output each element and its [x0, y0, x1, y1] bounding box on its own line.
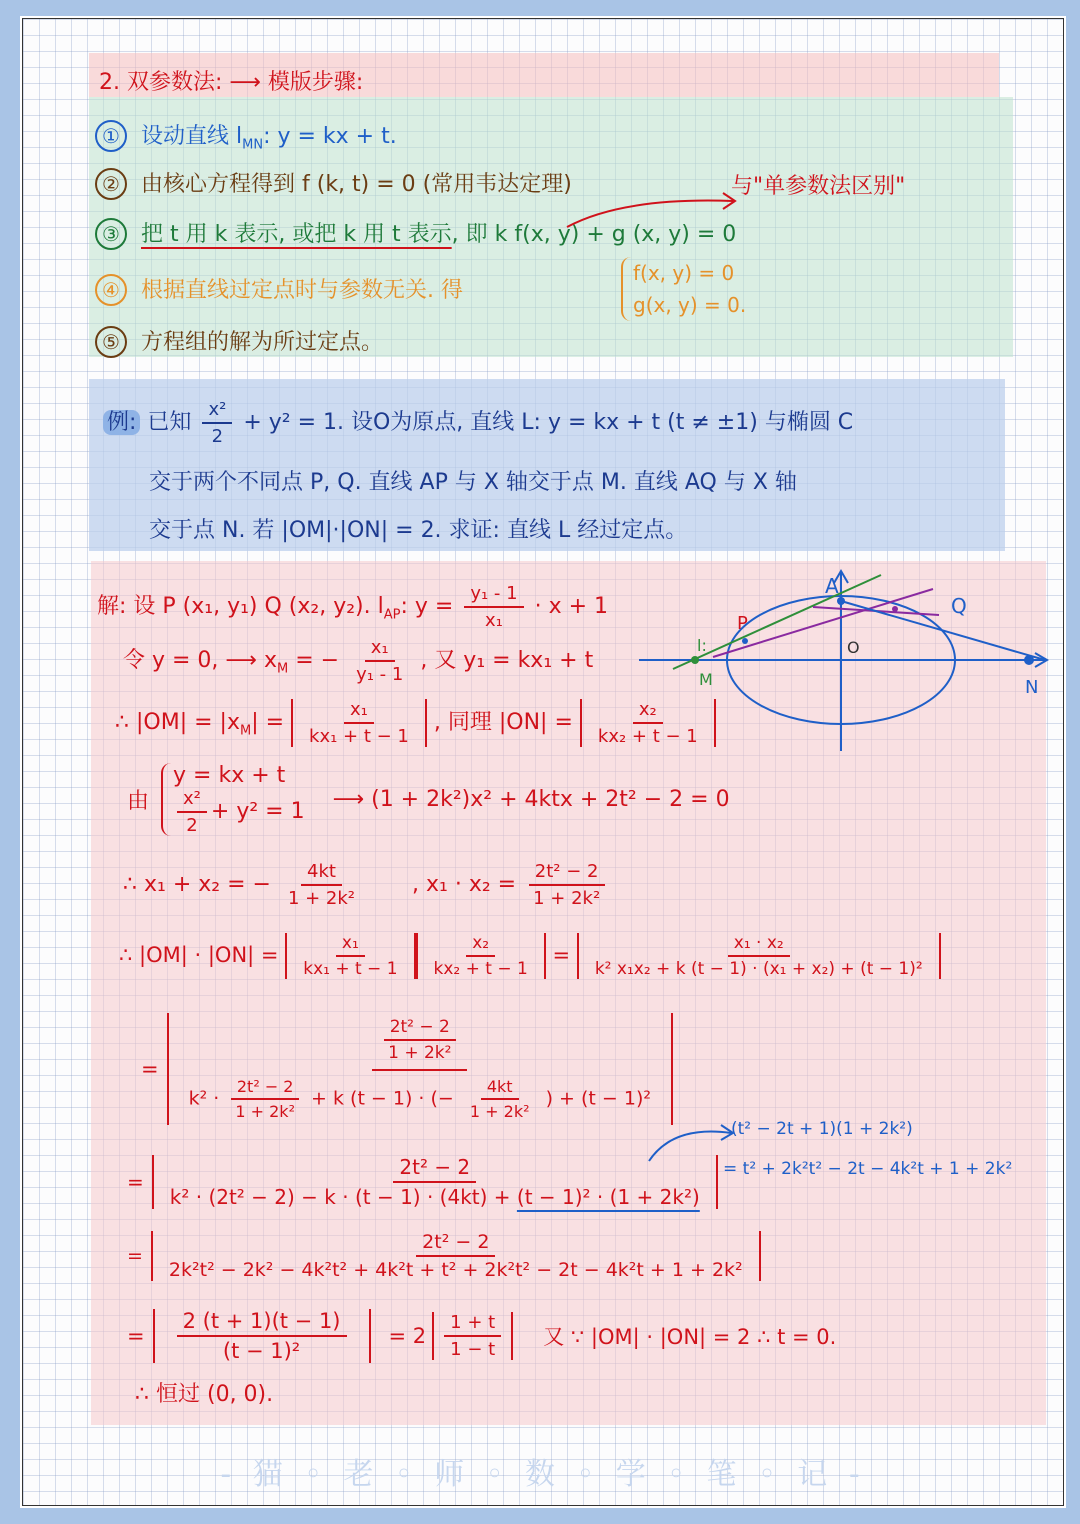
label-l: l: [697, 636, 707, 655]
label-q: Q [951, 594, 967, 618]
solution-line-8: = $\frac{\text{2t² − 2}}{\text{k² · (2t² − 2) − k · (t − 1) · (4kt) + (t − 1)² · (1 + 2k²)}}$ [127, 1155, 718, 1209]
step-4: ④ 根据直线过定点时与参数无关. 得 [95, 273, 463, 306]
line-an [841, 601, 1045, 660]
label-m: M [699, 670, 713, 689]
point-p [742, 638, 748, 644]
solution-line-2: 令 y = 0, ⟶ $x_M$ = − $\frac{\text{x₁}}{\text{y₁ - 1}}$ , 又 y₁ = kx₁ + t [123, 637, 594, 685]
step-4-number: ④ [95, 274, 127, 306]
step-5: ⑤ 方程组的解为所过定点。 [95, 325, 383, 358]
point-a [837, 597, 845, 605]
step-1: ① 设动直线 $l_{MN}$: y = kx + t. [95, 119, 397, 152]
solution-line-3: ∴ $|OM| = |x_M|$ = $\frac{\text{x₁}}{\text{kx₁ + t − 1}}$ , 同理 |ON| = $\frac{\text{x₂}}{\text{kx₂ + t − 1}}$ [115, 699, 716, 747]
point-m [691, 656, 699, 664]
step-3: ③ 把 t 用 k 表示, 或把 k 用 t 表示, 即 k f(x, y) + g (x, y) = 0 [95, 217, 736, 250]
step-5-number: ⑤ [95, 326, 127, 358]
label-n: N [1025, 677, 1039, 698]
expansion-note-top: (t² − 2t + 1)(1 + 2k²) [731, 1119, 913, 1139]
example-label: 例: [103, 410, 140, 435]
label-o: O [847, 638, 860, 657]
step-4-system: f(x, y) = 0 g(x, y) = 0. [621, 257, 746, 321]
example-line-2: 交于两个不同点 P, Q. 直线 AP 与 X 轴交于点 M. 直线 AQ 与 X 轴 [149, 470, 797, 495]
solution-line-1: 解: 设 P (x₁, y₁) Q (x₂, y₂). $l_{AP}$: y = $\frac{\text{y₁ - 1}}{\text{x₁}}$ · x + 1 [97, 583, 609, 631]
solution-line-10: = $\frac{2 (t + 1)(t - 1)}{\text{(t − 1)²}}$ = 2 $\frac{1 + t}{1 - t}$ 又 ∵ |OM| · |ON| = 2 ∴ t = 0. [127, 1309, 837, 1363]
ellipse-fraction: $\frac{\text{x²}}{2}$ [202, 399, 232, 447]
footer-watermark: - 猫 ◦ 老 ◦ 师 ◦ 数 ◦ 学 ◦ 笔 ◦ 记 - [220, 1457, 866, 1492]
step-2-arrow-icon [563, 187, 743, 231]
section-header: 2. 双参数法: ⟶ 模版步骤: [99, 70, 364, 95]
point-q [892, 606, 898, 612]
solution-line-5: ∴ x₁ + x₂ = − $\frac{4kt}{\text{1 + 2k²}}$ , x₁ · x₂ = $\frac{\text{2t² − 2}}{\text{1 + 2k²}}$ [123, 861, 610, 909]
expansion-note: = t² + 2k²t² − 2t − 4k²t + 1 + 2k² [723, 1159, 1013, 1179]
example-line-3: 交于点 N. 若 |OM|·|ON| = 2. 求证: 直线 L 经过定点。 [149, 518, 688, 543]
solution-line-9: = 2t² − 2 2k²t² − 2k² − 4k²t² + 4k²t + t² + 2k²t² − 2t − 4k²t + 1 + 2k² [127, 1231, 761, 1281]
step-1-number: ① [95, 120, 127, 152]
step-3-number: ③ [95, 218, 127, 250]
ellipse-diagram [633, 565, 1053, 761]
notebook-page [22, 18, 1064, 1506]
label-p: P [737, 613, 748, 634]
label-a: A [825, 574, 839, 598]
solution-line-6: ∴ |OM| · |ON| = $\frac{\text{x₁}}{\text{kx₁ + t − 1}}$ $\frac{\text{x₂}}{\text{kx₂ + t − 1}}$ = $\frac{\text{x₁ · x₂}}{\text{k² x₁x₂ + k (t − 1) · (x₁ + x₂) + (t − 1)²}}$ [119, 933, 941, 979]
step-2-number: ② [95, 168, 127, 200]
example-line-1: 例: 已知 $\frac{\text{x²}}{2}$ + y² = 1. 设O为原点, 直线 L: y = kx + t (t ≠ ±1) 与椭圆 C [103, 399, 853, 447]
solution-conclusion: ∴ 恒过 (0, 0). [135, 1382, 274, 1407]
point-n [1024, 655, 1034, 665]
solution-line-7: = $\frac{\text{2t² − 2}}{\text{1 + 2k²}}$ k² · $\frac{\text{2t² − 2}}{\text{1 + 2k²}}$ + k (t − 1) · (− $\frac{4kt}{\text{1 + 2k²}}$ ) + (t − 1)² [141, 1013, 673, 1125]
step-2-note: 与"单参数法区别" [731, 174, 906, 199]
solution-line-4: 由 y = kx + t $\frac{\text{x²}}{2}$ + y² = 1 ⟶ (1 + 2k²)x² + 4ktx + 2t² − 2 = 0 [127, 763, 730, 836]
expansion-arrow-icon [643, 1119, 739, 1165]
system-brace: y = kx + t $\frac{\text{x²}}{2}$ + y² = 1 [161, 763, 305, 836]
step-2: ② 由核心方程得到 f (k, t) = 0 (常用韦达定理) [95, 167, 572, 200]
